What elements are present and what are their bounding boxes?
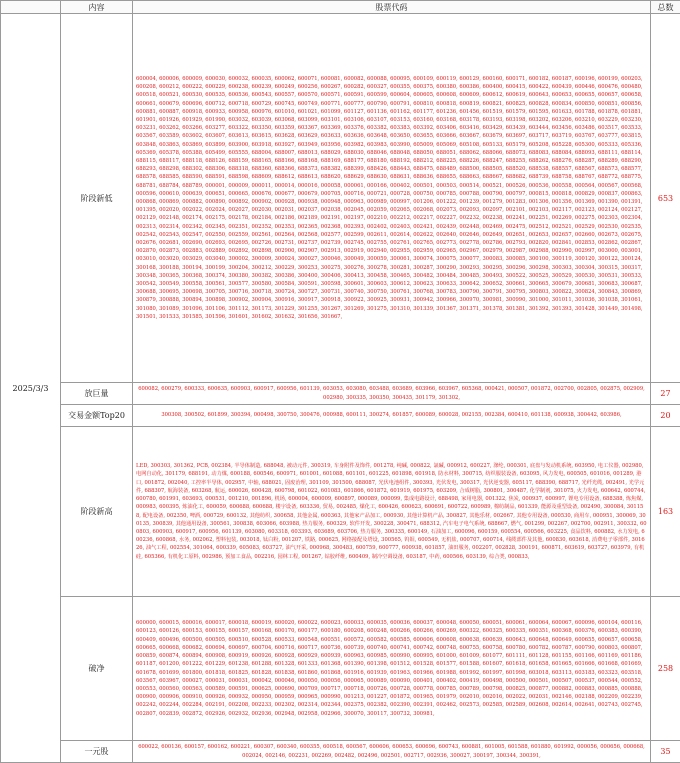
total-count: 653 [651, 14, 680, 383]
category-label: 阶段新高 [61, 427, 133, 597]
header-date [1, 1, 61, 14]
category-label: 阶段新低 [61, 14, 133, 383]
stock-codes: LED, 300303, 301362, PCB, 002384, 半导体制造, 688048, 被动元件, 300319, 车身附件及饰件, 001278, 纯碱, 000822, 氯碱, 000912, 600227, 涤纶, 000301, 底盘与发动机系统, 603950, 电工仪器, 002980, 电网自动化, 301179, 688191, 动力煤, 600188, 600546, 600971, 601001, 601088, 601101, 601225, 601898, 601918, 防水材料, 300715, 纺织服装设备, 603095, 风力发电, 600505, 601016, 001289, 港口, 001872, 002040, 工控率半导体, 002957, 中轴, 688021, 固废治理, 301109, 301500, 688087, 光伏电池组件, 300393, 光伏发电, 300317, 光伏逆变器, 605117, 688390, 688717, 光纤光缆, 002491, 光学元件, 688307, 航海装备, 603268, 航运, 600026, 600428, 600798, 601022, 601083, 601866, 601872, 601919, 601975, 603209, 合成树脂, 300801, 300487, 化学制剂, 301075, 火力发电, 600642, 600744, 600780, 601991, 603693, 000531, 001210, 001896, 机场, 600004, 600009, 600897, 000089, 000099, 集成电路设计, 688498, 家用电器, 001322, 焦炭, 000937, 600997, 锂电专用设备, 688388, 炼焦煤, 000983, 600395, 炼油化工, 600059, 600688, 600688, 楼宇设备, 603336, 贸易, 002485, 煤化工, 600426, 600623, 600691, 600722, 600989, 棉纺制品, 601339, 能源及重型设备, 002490, 300084, 301158, 配电设备, 002350, 啤酒, 000729, 600132, 其他纺织, 300658, 其他金属, 600363, 其他家产品加工, 000930, 其他计算机产品, 300827, 其他乐材, 002667, 其他专用设备, 000530, 商用车, 000951, 300069, 300135, 300839, 其他通用设备, 300561, 300838, 603066, 603988, 热力服务, 600329, 软件开发, 300228, 300471, 688312, 汽车电子电气系统, 688667, 燃气, 001299, 002267, 002700, 002911, 300332, 600803, 600903, 600917, 600956, 601139, 603080, 603318, 603393, 603689, 603706, 热力服务, 300335, 600149, 石油加工, 600096, 600159, 600554, 600566, 603225, 食品饮料, 600882, 水力发电, 600236, 600868, 水务, 002062, 塑料包装, 003018, 钛白粉, 001207, 铁路, 000625, 网络接配及塔设, 300565, 钨钼, 600549, 无机盐, 000707, 600714, 线缆部件及其他, 600830, 603618, 消费电子零部件, 301626, 油气工程, 002554, 301064, 600339, 605083, 603727, 油气开采, 000968, 300483, 600759, 600777, 600938, 601857, 油田服务, 002207, 002828, 300191, 600871, 603619, 603727, 603979, 有机硅, 605366, 有机化工原料, 002986, 预加工食品, 002216, 园林工程, 001267, 钻胶纤维, 600409, 制冷空调设备, 603187, 中药, 600566, 603139, 综合类, 000833, [133, 427, 651, 597]
stock-codes: 600022, 600136, 600157, 600162, 600221, 600307, 600340, 600355, 600518, 600567, 600606, 600653, 600696, 600743, 600881, 601005, 601588, 601880, 601992, 000056, 000656, 000668, 002024, 002146, 002231, 002269, 002482, 002496, 002501, 002717, 002936, 300027, 300197, 300344, 300391, [133, 741, 651, 763]
header-total: 总数 [651, 1, 680, 14]
date-cell: 2025/3/3 [1, 14, 61, 763]
total-count: 20 [651, 405, 680, 427]
table-row [1, 741, 680, 763]
header-codes: 股票代码 [133, 1, 651, 14]
total-count: 35 [651, 741, 680, 763]
category-label: 一元股 [61, 741, 133, 763]
total-count: 27 [651, 383, 680, 405]
total-count: 258 [651, 597, 680, 741]
header-content: 内容 [61, 1, 133, 14]
table-row [1, 427, 680, 597]
stock-codes: 300308, 300502, 601899, 300394, 000498, 300750, 300476, 000988, 600111, 300274, 601857, 600089, 600028, 002155, 002384, 600410, 601138, 600938, 300442, 603986, [133, 405, 651, 427]
stock-codes: 600004, 600006, 600009, 600030, 600032, 600035, 600062, 600071, 600081, 600082, 600088, 600095, 600109, 600119, 600129, 600160, 600171, 600182, 600187, 600196, 600199, 600203, 600208, 600212, 600222, 600229, 600238, 600239, 600249, 600256, 600267, 600282, 600327, 600355, 600375, 600380, 600386, 600400, 600415, 600422, 600439, 600446, 600476, 600480, 600518, 600521, 600530, 600535, 600536, 600543, 600557, 600570, 600571, 600591, 600599, 600604, 600605, 600608, 600609, 600612, 600619, 600643, 600653, 600655, 600657, 600658, 600661, 600679, 600696, 600712, 600718, 600729, 600745, 600749, 600771, 600777, 600790, 600791, 600810, 600818, 600819, 600821, 600825, 600828, 600834, 600850, 600851, 600856, 600881, 600887, 600918, 600933, 600958, 600976, 601010, 601021, 601099, 601127, 601136, 601162, 601177, 601236, 601456, 601519, 601579, 601595, 601633, 601788, 601878, 601881, 601901, 601926, 601929, 601990, 603032, 603039, 603068, 603099, 603101, 603106, 603107, 603153, 603160, 603168, 603178, 603193, 603198, 603202, 603206, 603210, 603229, 603230, 603231, 603262, 603266, 603277, 603322, 603350, 603359, 603367, 603369, 603376, 603382, 603383, 603392, 603406, 603416, 603429, 603439, 603444, 603456, 603486, 603517, 603533, 603567, 603589, 603602, 603607, 603613, 603615, 603628, 603629, 603633, 603636, 603648, 603650, 603655, 603666, 603667, 603679, 603697, 603717, 603719, 603767, 603777, 603815, 603848, 603863, 603869, 603899, 603900, 603918, 603927, 603949, 603956, 603982, 603983, 603990, 605009, 605069, 605108, 605133, 605179, 605208, 605228, 605300, 605333, 605336, 605369, 605378, 605388, 605499, 605555, 688004, 688007, 688013, 688029, 688030, 688046, 688048, 688050, 688051, 688062, 688066, 688073, 688083, 688084, 688093, 688111, 688114, 688115, 688117, 688118, 688126, 688159, 688165, 688166, 688168, 688169, 688177, 688180, 688192, 688212, 688225, 688226, 688247, 688255, 688262, 688276, 688287, 688289, 688290, 688293, 688298, 688302, 688306, 688318, 688360, 688366, 688373, 688382, 688399, 688426, 688443, 688475, 688489, 688500, 688505, 688520, 688538, 688557, 688567, 688573, 688577, 688578, 688585, 688590, 688591, 688598, 688609, 688612, 688613, 688620, 688629, 688630, 688631, 688636, 688655, 688663, 688667, 688682, 688739, 688758, 688767, 688772, 688775, 688781, 688784, 688789, 000001, 000009, 000011, 000014, 000016, 000058, 000061, 000166, 000402, 000501, 000503, 000514, 000521, 000526, 000536, 000558, 000564, 000567, 000568, 000596, 000610, 000639, 000651, 000665, 000676, 000677, 000679, 000705, 000716, 000721, 000728, 000750, 000785, 000788, 000790, 000797, 000815, 000818, 000829, 000837, 000863, 000868, 000869, 000882, 000890, 000892, 000902, 000928, 000938, 000948, 000963, 000989, 000997, 001206, 001222, 001239, 001279, 001283, 001306, 001356, 001369, 001390, 001391, 001395, 002020, 002022, 002024, 002027, 002030, 002031, 002037, 002038, 002045, 002059, 002065, 002068, 002073, 002093, 002097, 002101, 002103, 002117, 002123, 002124, 002127, 002129, 002148, 002174, 002175, 002178, 002184, 002186, 002189, 002191, 002197, 002210, 002212, 002217, 002227, 002232, 002238, 002241, 002251, 002269, 002275, 002303, 002304, 002313, 002314, 002342, 002345, 002351, 002352, 002353, 002365, 002368, 002393, 002402, 002403, 002421, 002439, 002448, 002469, 002475, 002512, 002521, 002529, 002530, 002535, 002542, 002543, 002547, 002550, 002559, 002561, 002564, 002568, 002577, 002599, 002611, 002614, 002622, 002640, 002646, 002649, 002651, 002653, 002657, 002660, 002673, 002675, 002676, 002681, 002690, 002693, 002695, 002726, 002731, 002737, 002739, 002745, 002755, 002761, 002765, 002773, 002778, 002786, 002793, 002820, 002841, 002853, 002862, 002867, 002870, 002873, 002883, 002889, 002892, 002898, 002900, 002907, 002913, 002919, 002940, 002955, 002959, 002965, 002967, 002979, 002987, 002988, 002990, 002997, 003000, 003001, 003010, 003020, 003029, 003040, 300002, 300009, 300024, 300027, 300046, 300049, 300059, 300061, 300074, 300075, 300077, 300083, 300085, 300100, 300119, 300120, 300122, 300124, 300168, 300188, 300194, 300199, 300204, 300212, 300229, 300253, 300275, 300276, 300278, 300281, 300287, 300290, 300293, 300295, 300296, 300298, 300303, 300304, 300315, 300317, 300348, 300365, 300368, 300374, 300380, 300382, 300386, 300400, 300406, 300413, 300458, 300465, 300482, 300484, 300485, 300493, 300522, 300525, 300529, 300530, 300531, 300533, 300542, 300549, 300558, 300561, 300577, 300580, 300584, 300591, 300598, 300601, 300603, 300612, 300623, 300633, 300642, 300652, 300661, 300665, 300679, 300681, 300683, 300687, 300688, 300695, 300698, 300705, 300716, 300718, 300724, 300727, 300731, 300740, 300750, 300761, 300768, 300783, 300790, 300791, 300795, 300803, 300822, 300824, 300843, 300869, 300879, 300888, 300894, 300898, 300902, 300904, 300916, 300917, 300918, 300922, 300925, 300931, 300942, 300966, 300970, 300981, 300990, 301000, 301011, 301036, 301038, 301061, 301080, 301089, 301096, 301106, 301112, 301173, 301229, 301255, 301267, 301269, 301275, 301310, 301339, 301367, 301371, 301378, 301381, 301392, 301393, 301428, 301449, 301498, 301501, 301533, 301585, 301596, 301601, 301602, 301632, 301656, 301667, [133, 14, 651, 383]
stock-codes: 600082, 600279, 600333, 600635, 600903, 600917, 600956, 601139, 603053, 603080, 603488, 603689, 603966, 603967, 605368, 000421, 000507, 001872, 002700, 002805, 002875, 002909, 002980, 300335, 300350, 300435, 301179, 301302, [133, 383, 651, 405]
category-label: 交易金额Top20 [61, 405, 133, 427]
table-row [1, 405, 680, 427]
category-label: 放巨量 [61, 383, 133, 405]
header-row [1, 1, 680, 14]
table-row [1, 14, 680, 383]
stock-codes: 600000, 600015, 600016, 600017, 600018, 600019, 600020, 600022, 600023, 600033, 600035, 600036, 600037, 600048, 600050, 600051, 600061, 600064, 600067, 600096, 600104, 600116, 600123, 600126, 600153, 600155, 600157, 600168, 600170, 600177, 600180, 600208, 600248, 600266, 600266, 600269, 600322, 600325, 600335, 600351, 600368, 600376, 600383, 600390, 600409, 600496, 600500, 600505, 600510, 600528, 600533, 600548, 600551, 600572, 600582, 600585, 600606, 600608, 600638, 600639, 600643, 600648, 600649, 600655, 600657, 600658, 600665, 600668, 600682, 600694, 600697, 600704, 600716, 600717, 600736, 600739, 600740, 600741, 600742, 600748, 600755, 600758, 600780, 600782, 600787, 600790, 600803, 600807, 600859, 600874, 600894, 600908, 600919, 600926, 600928, 600929, 600939, 600963, 600985, 600990, 600995, 601000, 601009, 601077, 601111, 601128, 601155, 601166, 601169, 601186, 601187, 601200, 601222, 601229, 601238, 601288, 601328, 601333, 601368, 601390, 601398, 601512, 601528, 601577, 601588, 601607, 601618, 601658, 601665, 601666, 601668, 601669, 601678, 601699, 601800, 601818, 601825, 601828, 601838, 601860, 601868, 601916, 601939, 601963, 601966, 601988, 601992, 601997, 601998, 603018, 603113, 603183, 603323, 603518, 603567, 603967, 000027, 000031, 000031, 000042, 000046, 000050, 000056, 000065, 000089, 000090, 000401, 000402, 000419, 000498, 000500, 000501, 000507, 000537, 000544, 000552, 000553, 000560, 000563, 000589, 000591, 000625, 000690, 000709, 000717, 000718, 000726, 000728, 000778, 000785, 000789, 000798, 000825, 000877, 000882, 000883, 000885, 000888, 000900, 000906, 000910, 000926, 000932, 000950, 000959, 000965, 000990, 001213, 001227, 001872, 001965, 001979, 002010, 002016, 002022, 002031, 002146, 002188, 002209, 002239, 002242, 002244, 002284, 002191, 002208, 002233, 002302, 002314, 002344, 002375, 002382, 002390, 002391, 002462, 002573, 002585, 002589, 002608, 002614, 002641, 002743, 002745, 002807, 002839, 002872, 002926, 002932, 002936, 002948, 002958, 002966, 300070, 300117, 300732, 300981, [133, 597, 651, 741]
table-row [1, 383, 680, 405]
table-row [1, 597, 680, 741]
category-label: 破净 [61, 597, 133, 741]
total-count: 163 [651, 427, 680, 597]
